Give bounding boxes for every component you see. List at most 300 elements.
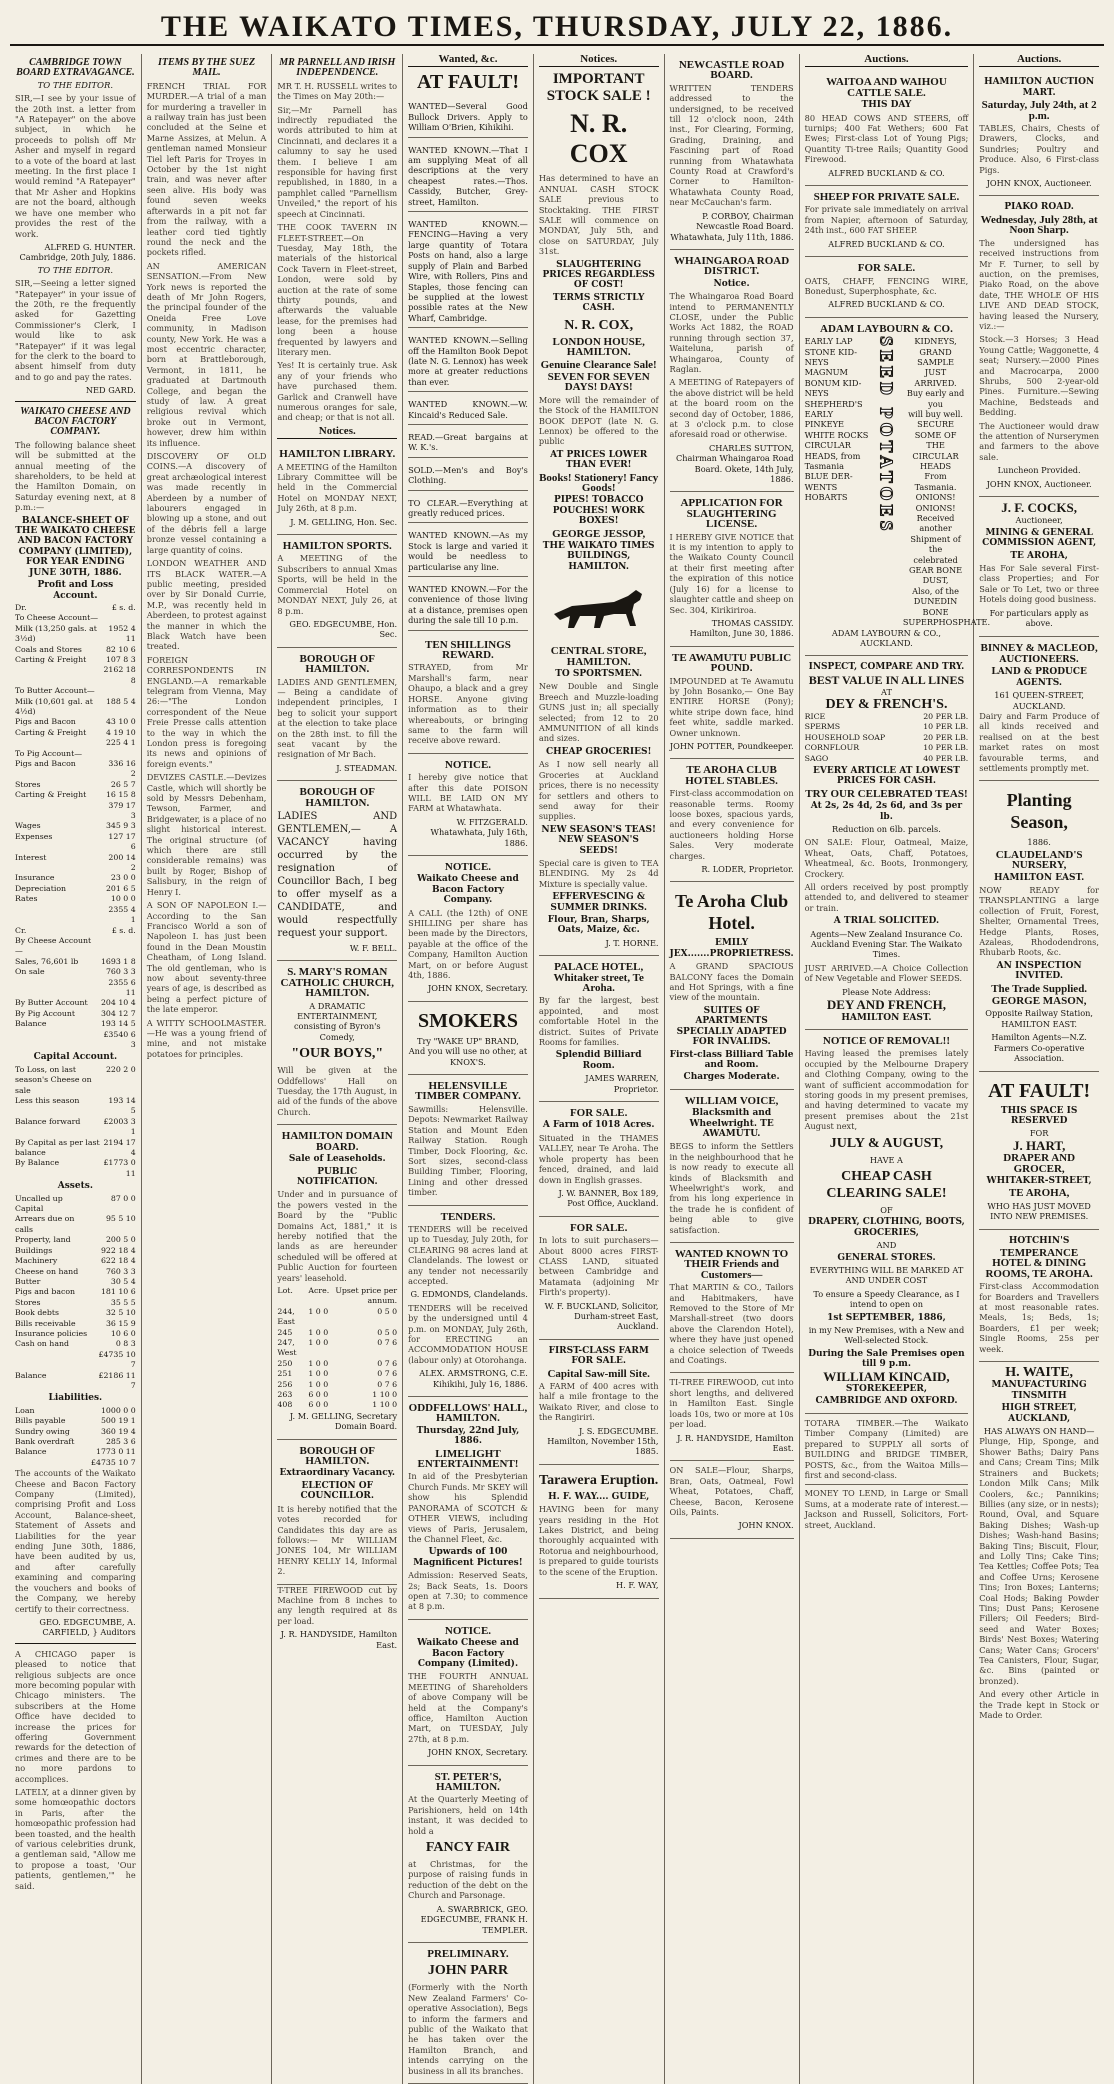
table-cell: CORNFLOUR: [804, 743, 860, 753]
account-row: [15, 1117, 136, 1138]
table-cell: By Cheese Account—: [15, 935, 92, 956]
ad-subtitle: A Farm of 1018 Acres.: [542, 1120, 655, 1131]
ad-subtitle: MINING & GENERAL COMMISSION AGENT,: [982, 527, 1097, 549]
notice-subtitle: PUBLIC NOTIFICATION.: [296, 1166, 378, 1187]
notice-title: S. MARY'S ROMAN CATHOLIC CHURCH, HAMILTON.: [280, 966, 394, 1000]
ad-subtitle: NEW SEASON'S TEAS! NEW SEASON'S SEEDS!: [541, 824, 656, 856]
ad-title: ADAM LAYBOURN & CO.: [820, 322, 953, 335]
notice: [408, 754, 528, 856]
ad-body: A GRAND SPACIOUS BALCONY faces the Domain and Hot Springs, with a fine view of the mountain.: [669, 961, 794, 1003]
table-cell: 922 18 4: [100, 1245, 136, 1255]
table-cell: 181 10 6: [100, 1287, 136, 1297]
table-cell: 256: [277, 1379, 293, 1389]
account-row: [15, 1096, 136, 1117]
account-row: [15, 967, 136, 977]
table-cell: 250: [277, 1358, 293, 1368]
ad-subtitle: HAMILTON EAST.: [994, 872, 1085, 883]
ad-headline: LIMELIGHT ENTERTAINMENT!: [417, 1447, 519, 1471]
ad-subtitle: EFFERVESCING & SUMMER DRINKS.: [550, 892, 647, 913]
notice-title: BOROUGH OF HAMILTON.: [299, 786, 375, 809]
table-cell: Cash on hand: [15, 1339, 69, 1349]
table-cell: £4735 10 7: [98, 1349, 136, 1370]
ad-body: The Auctioneer would draw the attention of Nurserymen and farmers to the above sale.: [979, 420, 1099, 462]
ad-subtitle: STOREKEEPER,: [845, 1384, 928, 1395]
list-item: Buy early and you: [906, 388, 965, 409]
ad-body: The Whaingaroa Road Board intend to PERMANENTLY CLOSE, under the Public Works Act 1882, the ROAD running through section 37, Waiteluna, parish of Whaingaroa, County of Raglan.: [669, 291, 794, 374]
ad-date: Saturday, July 24th, at 2 p.m.: [981, 99, 1097, 122]
table-cell: SAGO: [804, 753, 829, 763]
list-item: BONE SUPERPHOSPHATE.: [902, 606, 991, 628]
table-cell: 0 7 6: [377, 1369, 398, 1379]
ad-title: ST. PETER'S, HAMILTON.: [434, 1770, 502, 1794]
seed-potatoes-vertical: SEED POTATOES: [876, 336, 897, 535]
table-cell: HOUSEHOLD SOAP: [804, 732, 886, 742]
table-cell: Depreciation: [15, 883, 67, 893]
ad-headline: LONDON HOUSE, HAMILTON.: [552, 335, 645, 359]
table-cell: [15, 1458, 84, 1468]
table-cell: Stores: [15, 1297, 41, 1307]
table-cell: 760 3 3: [105, 1266, 136, 1276]
ad-title: TE AWAMUTU PUBLIC POUND.: [671, 651, 792, 675]
account-row: [15, 1065, 136, 1096]
ad-body: BEGS to inform the Settlers in the neighbourhood that he is now ready to execute all kinds of Blacksmith and Wheelwright's work, and from his long experience in the trade he is confident of being able to give satisfaction.: [669, 1141, 794, 1235]
account-row: [15, 655, 136, 665]
wanted-ad: READ.—Great bargains at W. K.'s.: [408, 428, 528, 458]
section-heading: Wanted, &c.: [408, 54, 528, 67]
ad-subtitle: SLAUGHTERING PRICES REGARDLESS OF COST!: [542, 259, 655, 291]
table-cell: Balance: [15, 1370, 47, 1380]
ad-subtitle: During the Sale Premises open till 9 p.m.: [808, 1348, 965, 1370]
table-cell: 1 0 0: [308, 1358, 329, 1368]
sawmill-ad: [539, 1340, 659, 1465]
ad-subtitle: Waikato Cheese and Bacon Factory Company (Limited).: [417, 1638, 519, 1669]
ad-signature: G. EDMONDS, Clandelands.: [410, 1289, 528, 1300]
account-row: [15, 1030, 136, 1051]
pound-notice: [670, 647, 794, 760]
ad-subtitle: Charges Moderate.: [683, 1072, 780, 1083]
table-cell: 345 9 3: [105, 821, 136, 831]
table-cell: Cr.: [15, 925, 27, 935]
notice-title: BOROUGH OF HAMILTON.: [299, 652, 375, 676]
table-cell: By Balance: [15, 1158, 60, 1168]
list-item: WHITE ROCKS: [804, 429, 869, 440]
notice-signature: J. R. HANDYSIDE, Hamilton East.: [280, 1629, 398, 1650]
news-item: DEVIZES CASTLE.—Devizes Castle, which will shortly be sold by Messrs Debenham, Tewson, Farmer, and Bridgewater, is a place of no slight historical interest. The original structure (of which there are still considerable remains) was built by Roger, Bishop of Salisbury, in the reign of Henry I.: [146, 772, 267, 897]
temperance-hotel-ad: [979, 1230, 1099, 1362]
dey-french-ad: [805, 656, 969, 1030]
ad-signature: JOHN KNOX.: [738, 1520, 794, 1531]
table-cell: 188 5 4: [105, 696, 136, 706]
ad-body: HAVE A: [869, 1154, 903, 1165]
ad-signature: H. F. WAY,: [616, 1580, 659, 1591]
table-cell: Buildings: [15, 1245, 53, 1255]
table-cell: 10 PER LB.: [923, 722, 969, 732]
table-cell: 16 15 8: [105, 790, 136, 800]
ad-body: Luncheon Provided.: [997, 465, 1081, 476]
account-row: [15, 1267, 136, 1277]
table-cell: Insurance: [15, 873, 55, 883]
table-cell: 760 3 3: [105, 967, 136, 977]
ad-subtitle: EVERY ARTICLE AT LOWEST PRICES FOR CASH.: [813, 765, 960, 787]
timber-ad: [408, 1075, 528, 1205]
table-cell: To Butter Account—: [15, 686, 95, 696]
ad-body: For particulars apply as above.: [989, 607, 1089, 629]
ad-body: HAVING been for many years residing in the Hot Lakes District, and being thoroughly acquainted with Rotorua and neighbourhood, is prepared to guide tourists to the scene of the Eruption.: [538, 1504, 659, 1577]
account-row: [15, 738, 136, 748]
lot-row: [277, 1286, 397, 1307]
table-cell: Pigs and Bacon: [15, 717, 76, 727]
auction-ad: [805, 186, 969, 257]
table-cell: £2186 11 7: [98, 1370, 136, 1390]
list-item: will buy well.: [908, 408, 963, 419]
ad-subtitle: AT PRICES LOWER THAN EVER!: [550, 449, 648, 471]
column-5: [533, 54, 664, 2084]
account-row: [15, 978, 136, 999]
table-cell: 1 0 0: [308, 1379, 329, 1389]
ad-subtitle: TO SPORTSMEN.: [555, 669, 643, 680]
list-item: BONUM KID-: [804, 377, 862, 388]
lot-row: [277, 1369, 397, 1379]
ad-subtitle: 1st SEPTEMBER, 1886,: [827, 1312, 946, 1323]
list-item: KIDNEYS,: [914, 336, 957, 347]
list-item: HOBARTS: [804, 492, 848, 503]
article-title: ITEMS BY THE SUEZ MAIL.: [157, 57, 256, 79]
list-item: ONIONS!: [915, 502, 956, 513]
account-row: [15, 697, 136, 718]
table-cell: 0 5 0: [377, 1306, 398, 1316]
list-item: MAGNUM: [804, 367, 848, 378]
list-item: Received another: [916, 513, 955, 534]
column-1: [10, 54, 141, 2084]
ad-body: OATS, CHAFF, FENCING WIRE, Bonedust, Superphosphate, &c.: [804, 275, 969, 296]
ad-subtitle: PIPES! TOBACCO POUCHES! WORK BOXES!: [552, 495, 645, 527]
table-cell: [15, 738, 102, 748]
ad-body: ON SALE—Flour, Sharps, Bran, Oats, Oatmeal, Fowl Wheat, Potatoes, Chaff, Cheese, Bacon, Kerosene Oils, Paints.: [669, 1465, 794, 1517]
table-cell: 1693 1 8: [100, 956, 136, 966]
news-item: Yes! It is certainly true. Ask any of your friends who have purchased them. Garlick and Cranwell have numerous oranges for sale, and cheap; or that is not all.: [277, 360, 398, 423]
table-cell: 10 6 0: [110, 1328, 136, 1338]
article-intro: The following balance sheet will be submitted at the annual meeting of the shareholders, to be held at the Hamilton Domain, on Saturday evening next, at 8 p.m.:—: [15, 439, 136, 513]
ad-headline: AT FAULT!: [416, 71, 519, 94]
news-item: AN AMERICAN SENSATION.—From New York news is reported the death of Mr John Rogers, the principal founder of the Oneida Free Love community, in Madison county, New York. He was a most eccentric character, born at Brattleborough, Vermont, in 1811, he graduated at Dartmouth College, and began the study of law. A great religious revival which broke out in Vermont, however, drew him within its influence.: [146, 260, 267, 448]
account-row: [15, 1416, 136, 1426]
lot-row: [277, 1380, 397, 1390]
potato-varieties: [805, 336, 870, 627]
table-cell: 1 10 0: [372, 1390, 398, 1400]
section-heading: Notices.: [539, 54, 659, 67]
table-cell: 2355 6 11: [108, 977, 136, 997]
table-cell: 220 2 0: [105, 1064, 136, 1074]
table-cell: Arrears due on calls: [15, 1214, 75, 1234]
ad-signature: W. F. BUCKLAND, Solicitor, Durham-street East, Auckland.: [544, 1300, 659, 1332]
tinsmith-ad: [979, 1362, 1099, 1727]
list-item: STONE KID-: [804, 346, 857, 357]
ad-headline: JULY & AUGUST,: [829, 1135, 944, 1151]
table-cell: Butter: [15, 1276, 41, 1286]
ad-body: at Christmas, for the purpose of raising funds in reduction of the debt on the Church and Parsonage.: [408, 1859, 528, 1901]
ad-title: FOR SALE.: [569, 1107, 628, 1120]
account-row: [15, 1009, 136, 1019]
table-cell: 247, West: [277, 1338, 297, 1358]
table-cell: £3540 6 3: [103, 1029, 136, 1049]
table-cell: 0 7 6: [377, 1379, 398, 1389]
ad-headline: AT FAULT!: [988, 1079, 1091, 1102]
license-notice: [670, 492, 794, 646]
ad-date: Wednesday, July 28th, at Noon Sharp.: [980, 213, 1098, 237]
ad-signature: J. W. BANNER, Box 189, Post Office, Auckland.: [558, 1187, 659, 1209]
ad-body: That MARTIN & CO., Tailors and Habitmakers, have Removed to the Store of Mr Marshall-street (two doors above the Clarendon Hotel), where they have just opened a choice selection of Tweeds and Coatings.: [669, 1282, 794, 1366]
price-row: [805, 712, 969, 722]
table-cell: 23 0 0: [110, 873, 136, 883]
news-item: MR T. H. RUSSELL writes to the Times on May 20th:—: [277, 80, 398, 102]
account-row: [15, 1019, 136, 1029]
ad-body: The undersigned has received instructions from Mr F. Turner, to sell by auction, on the premises, Piako Road, on the above date, THE WHOLE OF HIS LIVE AND DEAD STOCK, having leased the Nursery, viz.:—: [979, 237, 1099, 331]
stables-ad: [670, 759, 794, 882]
tailors-ad: [670, 1243, 794, 1373]
assets-title: Assets.: [57, 1181, 93, 1192]
table-cell: 0 8 3: [115, 1339, 136, 1349]
table-cell: 1 0 0: [308, 1327, 329, 1337]
account-row: [15, 1339, 136, 1349]
notice-signature: W. F. BELL.: [349, 943, 398, 953]
ad-body: I HEREBY GIVE NOTICE that it is my intention to apply to the Waikato County Council at their first meeting after the expiration of this notice (July 16) for a license to slaughter cattle and sheep on Sec. 304, Kirikiriroa.: [669, 531, 794, 615]
table-cell: Dr.: [15, 602, 27, 612]
ad-signature: J. S. EDGECUMBE. Hamilton, November 15th, 1885.: [547, 1425, 659, 1457]
notice: [277, 1125, 397, 1439]
ad-body: Admission: Reserved Seats, 2s; Back Seats, 1s. Doors open at 7.30; to commence at 8 p.m.: [408, 1570, 528, 1612]
table-cell: 244, East: [277, 1306, 295, 1327]
table-cell: £4735 10 7: [91, 1457, 136, 1467]
table-cell: 32 5 10: [105, 1308, 136, 1318]
wanted-ad: SOLD.—Men's and Boy's Clothing.: [408, 461, 528, 491]
ad-body: To ensure a Speedy Clearance, as I intend to open on: [813, 1288, 960, 1310]
profit-loss-title: Profit and Loss Account.: [37, 580, 114, 601]
notice-subtitle: Extraordinary Vacancy.: [279, 1468, 396, 1479]
account-row: [15, 884, 136, 894]
ad-title: J. F. COCKS,: [1001, 500, 1077, 516]
news-item: A CHICAGO paper is pleased to notice that religious subjects are once more becoming popular with Chicago ministers. The subscribers at the Home Office have decided to increase the prices for offering Government rewards for the detection of crimes and there are to be no more pardons to accomplices.: [15, 1648, 136, 1784]
list-item: Shipment of the: [910, 533, 961, 555]
ad-title: HAMILTON AUCTION MART.: [984, 77, 1095, 98]
account-row: [15, 998, 136, 1008]
ad-body: All orders received by post promptly attended to, and delivered to steamer or train.: [804, 882, 969, 913]
ad-headline: FANCY FAIR: [425, 1840, 511, 1856]
list-item: celebrated: [913, 554, 958, 565]
ad-headline: GEORGE JESSOP,: [552, 527, 646, 540]
table-cell: 1 0 0: [308, 1338, 329, 1347]
table-cell: 2355 4 1: [108, 904, 136, 925]
ad-body: STRAYED, from Mr Marshall's farm, near Ohaupo, a black and a grey HORSE. Anyone giving information as to their whereabouts, or bringing same to the farm will receive above reward.: [408, 662, 528, 746]
list-item: SHEPHERD'S: [804, 398, 863, 409]
price-list: [805, 712, 969, 764]
ad-body: At the Quarterly Meeting of Parishioners, held on 14th instant, it was decided to hold a: [408, 1794, 528, 1836]
club-hotel-ad: [670, 882, 794, 1089]
wanted-ad: WANTED KNOWN.—That I am supplying Meat of all descriptions at the very cheapest rates.—Thos. Cassidy, Butcher, Grey-street, Hamilton.: [408, 141, 528, 212]
table-cell: 204 10 4: [100, 998, 136, 1008]
table-cell: [15, 801, 102, 822]
account-row: [15, 728, 136, 738]
ad-headline: Genuine Clearance Sale!: [540, 358, 657, 371]
account-row: [15, 894, 136, 904]
notice-body: It is hereby notified that the votes recorded for Candidates this day are as follows:— Mr WILLIAM JONES 104, Mr WILLIAM HENRY KELLY 14, Informal 2.: [277, 1503, 398, 1577]
table-cell: 1 0 0: [308, 1369, 329, 1379]
account-row: [15, 665, 136, 686]
table-cell: 127 17 6: [108, 831, 136, 852]
ad-body: Stock.—3 Horses; 3 Head Young Cattle; Waggonette, 4 seat; Nursery.—2000 Pines and Macrocarpa, 2000 Shrubs, 500 2-year-old Pines. Furniture.—Sewing Machine, Bedsteads and Bedding.: [979, 334, 1099, 418]
wanted-ad: WANTED KNOWN.—W. Kincaid's Reduced Sale.: [408, 395, 528, 425]
table-cell: 4 19 10: [105, 727, 136, 737]
account-row: [15, 624, 136, 645]
store-ad: [539, 640, 659, 956]
notice-signature: J. STEADMAN.: [336, 762, 398, 773]
table-cell: [97, 936, 136, 957]
ad-body: Special care is given to TEA BLENDING. My 2s 4d Mixture is specially value.: [538, 857, 659, 889]
ad-subtitle: The Trade Supplied.: [991, 982, 1088, 995]
table-cell: By Pig Account: [15, 1008, 76, 1018]
letter-signature: ALFRED G. HUNTER. Cambridge, 20th July, 1886.: [19, 241, 136, 263]
timber-ad: TOTARA TIMBER.—The Waikato Timber Company (Limited) are prepared to SUPPLY all sorts of BUILDING and BRIDGE TIMBER, POSTS, &c., from the Waitoa Mills—first and second-class.: [805, 1414, 969, 1485]
list-item: SECURE SOME OF: [914, 419, 957, 440]
news-item: LATELY, at a dinner given by some homœopathic doctors in Paris, after the homœopathic profession had been toasted, and the health of various celebrities drunk, a gentleman said, "Allow me to propose a toast, 'Our patients, gentlemen,'" he said.: [15, 1787, 136, 1891]
ad-body: More will the remainder of the Stock of the HAMILTON BOOK DEPOT (late N. G. Lennox) be offered to the public: [538, 394, 659, 447]
table-cell: Book debts: [15, 1308, 60, 1318]
table-cell: 304 12 7: [100, 1008, 136, 1018]
table-cell: 87 0 0: [110, 1193, 136, 1203]
account-row: [15, 1298, 136, 1308]
table-cell: 6 0 0: [308, 1390, 329, 1400]
column-8: [973, 54, 1104, 2084]
ad-subtitle: Blacksmith and Wheelwright. TE AWAMUTU.: [689, 1108, 774, 1139]
ad-signature: CHARLES SUTTON, Chairman Whaingaroa Road Board. Okete, 14th July, 1886.: [676, 442, 794, 485]
table-cell: Loan: [15, 1405, 35, 1415]
ad-headline: DEY & FRENCH'S.: [825, 696, 948, 712]
table-cell: By Capital as per last balance: [15, 1137, 100, 1158]
notice: [277, 781, 397, 961]
ad-title: TENDERS.: [440, 1210, 496, 1223]
account-row: [15, 645, 136, 655]
lot-row: [277, 1390, 397, 1400]
account-row: [15, 926, 136, 936]
list-item: THE CIRCULAR HEADS: [912, 440, 959, 471]
account-row: [15, 1158, 136, 1179]
entertainment-ad: [408, 1397, 528, 1620]
column-7: [799, 53, 991, 2084]
notice: [277, 443, 397, 535]
wanted-ad: TO CLEAR.—Everything at greatly reduced prices.: [408, 494, 528, 524]
ad-body: (Formerly with the North New Zealand Farmers' Co-operative Association), Begs to inform the farmers and public of the Waikato that he has taken over the Hamilton Branch, and intends carrying on the business in all its branches.: [408, 1982, 528, 2076]
ad-body: In aid of the Presbyterian Church Funds. Mr SKEY will show his Splendid PANORAMA of SCOTCH & OTHER VIEWS, including views of Paris, Jerusalem, the Channel Fleet, &c.: [408, 1471, 528, 1544]
table-cell: Cheese on hand: [15, 1266, 79, 1276]
table-cell: Acre.: [308, 1285, 330, 1295]
ad-body: First-class Accommodation for Boarders and Travellers at most reasonable rates. Meals, 1s; Beds, 1s; Boarders, £1 per week; Single Rooms, 25s per week.: [979, 1281, 1099, 1354]
table-cell: Balance: [15, 1447, 47, 1457]
table-cell: Bills receivable: [15, 1318, 76, 1328]
table-cell: 251: [277, 1369, 293, 1379]
table-cell: 43 10 0: [105, 717, 136, 727]
ad-subtitle: First-class Billiard Table and Room.: [669, 1049, 794, 1070]
table-cell: Upset price per annum.: [335, 1285, 398, 1306]
ad-title: CLAUDELAND'S NURSERY,: [995, 848, 1083, 872]
capital-title: Capital Account.: [33, 1052, 118, 1063]
ad-body: Try "WAKE UP" BRAND, And you will use no other, at KNOX'S.: [408, 1035, 528, 1067]
ad-body: Please Note Address:: [842, 986, 931, 997]
ad-title: NOTICE.: [444, 1624, 492, 1637]
table-cell: 193 14 5: [108, 1096, 136, 1116]
ad-body: Sawmills: Helensville. Depots: Newmarket Railway Station and Mount Eden Railway Station. Rough Timber, Dock Flooring, &c. Sort sizes, second-class Building Timber, Flooring, Lining and other dressed timber.: [408, 1103, 528, 1198]
ad-subtitle: FIRST-CLASS FARM FOR SALE.: [548, 1345, 649, 1367]
notice-title: HAMILTON SPORTS.: [282, 540, 392, 553]
list-item: GEAR BONE: [908, 565, 963, 576]
notice-body: Will be given at the Oddfellows' Hall on Tuesday, the 17th August, in aid of the funds of the above Church.: [277, 1065, 398, 1117]
pointer-dog-icon: [544, 576, 654, 636]
table-cell: Insurance policies: [15, 1328, 88, 1338]
wanted-ad: WANTED KNOWN.—For the convenience of those living at a distance, premises open during the sale till 10 p.m.: [408, 580, 528, 631]
table-cell: 2194 17 4: [103, 1137, 136, 1158]
ad-body: Agents—New Zealand Insurance Co. Auckland Evening Star. The Waikato Times.: [810, 928, 963, 960]
account-row: [15, 1138, 136, 1159]
ad-body: Opposite Railway Station, HAMILTON EAST.: [985, 1008, 1094, 1029]
table-cell: 193 14 5: [100, 1019, 136, 1029]
news-item: DISCOVERY OF OLD COINS.—A discovery of great archæological interest was made recently in Aberdeen by a number of labourers engaged in blowing up a stone, and out of the débris fell a large bronze vessel containing a large quantity of coins.: [146, 451, 267, 555]
table-cell: 26 5 7: [110, 779, 136, 789]
notice-subtitle: Sale of Leaseholds.: [288, 1154, 386, 1165]
ad-body: IMPOUNDED at Te Awamutu by John Bosanko,— One Bay ENTIRE HORSE (Pony); white stripe down face, hind feet white, saddle marked. Owner unknown.: [669, 675, 794, 738]
guide-ad: [539, 1465, 659, 1599]
table-cell: £ s. d.: [111, 925, 136, 935]
table-cell: 225 4 1: [105, 738, 136, 748]
ad-subtitle: CAMBRIDGE AND OXFORD.: [815, 1396, 958, 1407]
table-cell: Carting & Freight: [15, 790, 87, 800]
news-item: FOREIGN CORRESPONDENTS IN ENGLAND.—A remarkable telegram from Vienna, May 26:—"The London correspondent of the Neue Freie Presse calls attention to the way in which the London press is foregoing its news and opinions of foreign events.": [146, 654, 267, 769]
ad-signature: W. FITZGERALD. Whatawhata, July 16th, 1886.: [430, 816, 528, 848]
table-cell: 95 5 10: [105, 1214, 136, 1224]
table-cell: 1000 0 0: [100, 1405, 136, 1415]
list-item: PINKEYE: [804, 419, 845, 430]
ad-body: 80 HEAD COWS AND STEERS, off turnips; 400 Fat Wethers; 600 Fat Ewes; First-class Lot of Young Pigs; Quantity Ti-tree Rails; Quantity Good Firewood.: [804, 112, 969, 165]
ad-subtitle: SUITES OF APARTMENTS SPECIALLY ADAPTED FOR INVALIDS.: [676, 1005, 787, 1048]
nursery-ad: [979, 781, 1099, 1071]
assets-table: [15, 1194, 136, 1392]
ad-signature: A. SWARBRICK, GEO. EDGECUMBE, FRANK H. TEMPLER.: [420, 1903, 528, 1935]
table-cell: 360 19 4: [100, 1426, 136, 1436]
ad-body: New Double and Single Breech and Muzzle-loading GUNS just in; all specially selected; from 12 to 20 AMMUNITION of all kinds and sizes.: [538, 681, 659, 744]
ad-headline: SEVEN FOR SEVEN DAYS! DAYS!: [547, 370, 650, 394]
table-cell: 500 19 1: [100, 1416, 136, 1426]
news-item: LONDON WEATHER AND ITS BLACK WATER.—A public meeting, presided over by Sir Donald Currie, M.P., was recently held in Aberdeen, to protest against the manner in which the Black Watch have been treated.: [146, 558, 267, 652]
table-cell: [102, 749, 135, 759]
notice-body: A MEETING of the Subscribers to annual Xmas Sports, will be held in the Commercial Hotel on MONDAY NEXT, July 26, at 8 p.m.: [277, 553, 398, 616]
account-row: [15, 1235, 136, 1245]
ad-subtitle: TE AROHA,: [1010, 550, 1068, 561]
auction-ad: [979, 71, 1099, 196]
section-heading: Auctions.: [979, 54, 1099, 67]
table-cell: [102, 613, 135, 623]
ad-subtitle: GENERAL STORES.: [837, 1252, 936, 1263]
article-title: CAMBRIDGE TOWN BOARD EXTRAVAGANCE.: [16, 57, 135, 79]
columns: [10, 53, 1104, 2076]
ad-subtitle: Auctioneer,: [1015, 515, 1063, 526]
ad-title: Capital Saw-mill Site.: [547, 1367, 650, 1380]
ad-subtitle: INSPECT, COMPARE AND TRY.: [808, 662, 965, 673]
ad-subtitle: TERMS STRICTLY CASH.: [552, 292, 645, 314]
ad-title: ODDFELLOWS' HALL, HAMILTON.: [408, 1402, 528, 1425]
list-item: NEYS: [804, 356, 829, 367]
account-row: [15, 853, 136, 874]
column-4: [402, 54, 533, 2084]
table-cell: 200 5 0: [105, 1235, 136, 1245]
ad-body: First-class accommodation on reasonable terms. Roomy loose boxes, spacious yards, and every convenience for auctioneers holding Horse Sales. Very moderate charges.: [669, 788, 794, 861]
table-cell: Balance forward: [15, 1116, 81, 1126]
